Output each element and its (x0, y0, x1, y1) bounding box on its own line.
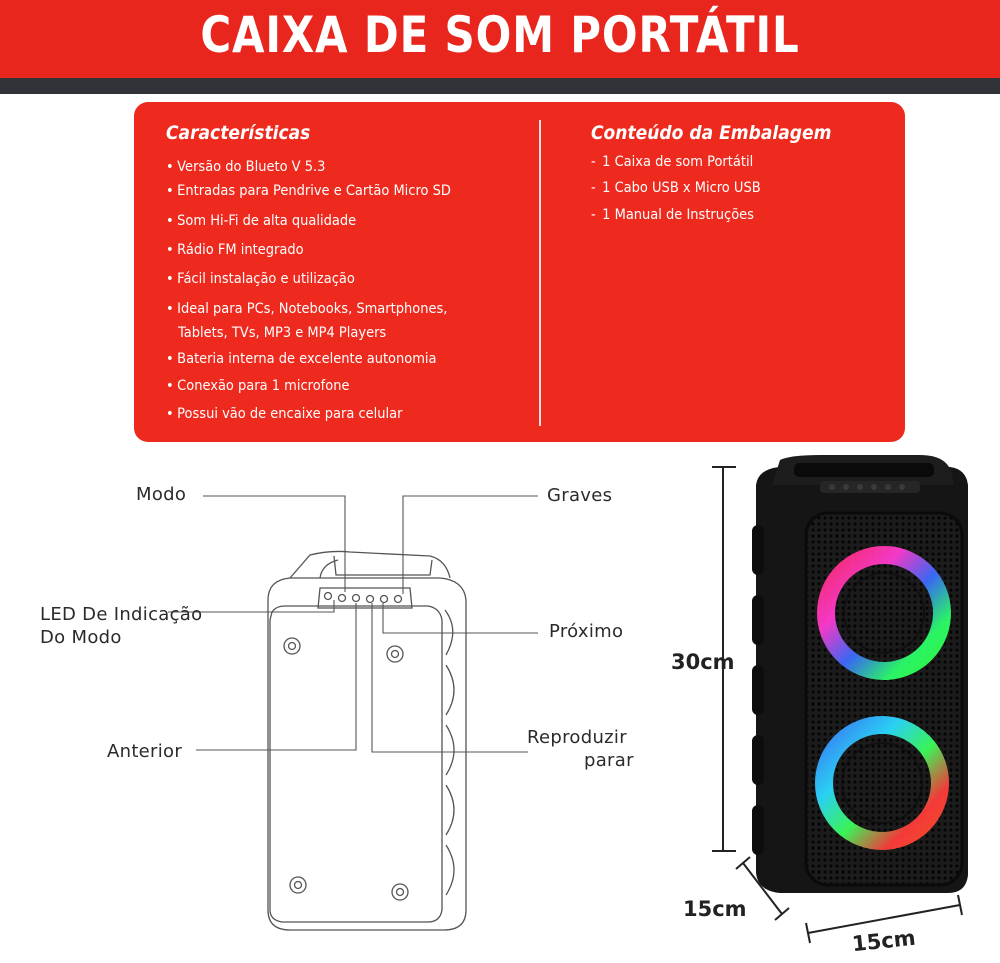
dimension-width-label: 15cm (850, 925, 917, 957)
callout-reproduzir-line2: parar (584, 750, 634, 771)
feature-item: • Som Hi-Fi de alta qualidade (166, 213, 357, 229)
dash-icon: - (591, 154, 596, 170)
speaker-line-diagram (0, 460, 660, 960)
package-item: - 1 Caixa de som Portátil (591, 154, 754, 170)
package-item: - 1 Manual de Instruções (591, 207, 754, 223)
speaker-product-illustration (660, 455, 1000, 963)
feature-item-continued: Tablets, TVs, MP3 e MP4 Players (178, 325, 387, 341)
callout-anterior: Anterior (107, 741, 183, 762)
callout-proximo: Próximo (549, 621, 624, 642)
panel-divider (539, 120, 541, 426)
info-panel (134, 102, 905, 442)
callout-reproduzir-line1: Reproduzir (527, 727, 627, 748)
callout-graves: Graves (547, 485, 613, 506)
bullet-icon: • (166, 213, 174, 229)
page-title: CAIXA DE SOM PORTÁTIL (200, 6, 800, 64)
features-title: Características (166, 122, 311, 144)
package-title: Conteúdo da Embalagem (591, 122, 832, 144)
dash-icon: - (591, 207, 596, 223)
bullet-icon: • (166, 242, 174, 258)
callout-modo: Modo (136, 484, 187, 505)
bullet-icon: • (166, 183, 174, 199)
callout-led-line2: Do Modo (40, 627, 122, 648)
feature-item: • Fácil instalação e utilização (166, 271, 355, 287)
bullet-icon: • (166, 159, 174, 175)
feature-item: • Entradas para Pendrive e Cartão Micro SD (166, 183, 451, 199)
banner-dark-strip (0, 78, 1000, 94)
feature-item: • Bateria interna de excelente autonomia (166, 351, 437, 367)
bullet-icon: • (166, 378, 174, 394)
package-item: - 1 Cabo USB x Micro USB (591, 180, 761, 196)
bullet-icon: • (166, 271, 174, 287)
dimension-height-label: 30cm (671, 650, 735, 674)
bullet-icon: • (166, 301, 174, 317)
feature-item: • Versão do Blueto V 5.3 (166, 159, 326, 175)
feature-item: • Rádio FM integrado (166, 242, 304, 258)
feature-item: • Conexão para 1 microfone (166, 378, 350, 394)
feature-item: • Possui vão de encaixe para celular (166, 406, 403, 422)
dash-icon: - (591, 180, 596, 196)
bullet-icon: • (166, 406, 174, 422)
bullet-icon: • (166, 351, 174, 367)
callout-led-line1: LED De Indicação (40, 604, 203, 625)
feature-item: • Ideal para PCs, Notebooks, Smartphones, (166, 301, 448, 317)
dimension-depth-label: 15cm (683, 897, 747, 921)
